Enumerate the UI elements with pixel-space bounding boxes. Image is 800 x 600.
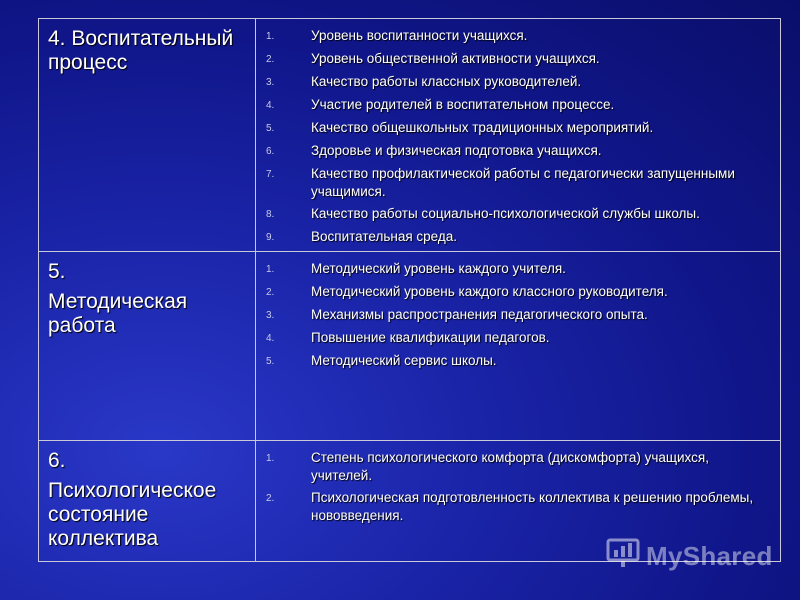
list-item [266, 260, 770, 279]
list-item [266, 96, 770, 115]
item-number: 6. [266, 146, 275, 157]
item-text: Качество работы классных руководителей. [311, 74, 582, 89]
item-text: Воспитательная среда. [311, 229, 457, 244]
item-number: 1. [266, 31, 275, 42]
item-text: Повышение квалификации педагогов. [311, 330, 550, 345]
item-number: 4. [266, 100, 275, 111]
table-row-section-5 [39, 252, 781, 441]
list-item [266, 489, 770, 525]
item-text: Методический уровень каждого классного руководителя. [311, 284, 668, 299]
section-items-cell [256, 19, 781, 252]
item-text: Уровень воспитанности учащихся. [311, 28, 528, 43]
item-text: Здоровье и физическая подготовка учащихся. [311, 143, 602, 158]
item-number: 1. [266, 264, 275, 275]
list-item [266, 27, 770, 46]
criteria-table [38, 18, 781, 562]
list-item [266, 449, 770, 485]
item-number: 2. [266, 54, 275, 65]
section-title [39, 252, 255, 338]
item-text: Качество работы социально-психологической службы школы. [311, 206, 700, 221]
item-number: 7. [266, 169, 275, 180]
list-item [266, 306, 770, 325]
list-item [266, 329, 770, 348]
item-number: 3. [266, 310, 275, 321]
item-text: Уровень общественной активности учащихся. [311, 51, 600, 66]
watermark [606, 536, 773, 577]
list-item [266, 283, 770, 302]
list-item [266, 119, 770, 138]
section-number: 5. [48, 260, 66, 283]
section-title [39, 19, 255, 75]
item-text: Методический уровень каждого учителя. [311, 261, 566, 276]
item-number: 2. [266, 287, 275, 298]
section-title-cell [39, 441, 256, 562]
item-text: Психологическая подготовленность коллектива к решению проблемы, нововведения. [311, 490, 754, 523]
list-item [266, 50, 770, 69]
section-title-cell [39, 252, 256, 441]
criteria-list [256, 19, 780, 247]
item-number: 8. [266, 209, 275, 220]
item-number: 3. [266, 77, 275, 88]
list-item [266, 205, 770, 224]
section-number: 4. [48, 27, 66, 50]
criteria-list [256, 441, 780, 525]
item-number: 1. [266, 453, 275, 464]
item-text: Методический сервис школы. [311, 353, 497, 368]
section-name: Методическая работа [48, 290, 188, 337]
watermark-text: MyShared [646, 541, 773, 571]
list-item [266, 142, 770, 161]
myshared-logo-icon [606, 536, 646, 577]
item-number: 5. [266, 356, 275, 367]
item-number: 5. [266, 123, 275, 134]
section-items-cell [256, 252, 781, 441]
section-name: Психологическое состояние коллектива [48, 479, 217, 550]
table-row-section-4 [39, 19, 781, 252]
item-text: Участие родителей в воспитательном процессе. [311, 97, 615, 112]
section-name: Воспитательный процесс [48, 27, 234, 74]
item-number: 9. [266, 232, 275, 243]
item-text: Качество профилактической работы с педагогически запущенными учащимися. [311, 166, 735, 199]
item-text: Степень психологического комфорта (дискомфорта) учащихся, учителей. [311, 450, 709, 483]
list-item [266, 228, 770, 247]
section-title [39, 441, 255, 551]
item-text: Механизмы распространения педагогического опыта. [311, 307, 648, 322]
list-item [266, 165, 770, 201]
item-number: 2. [266, 493, 275, 504]
item-number: 4. [266, 333, 275, 344]
section-number: 6. [48, 449, 66, 472]
list-item [266, 73, 770, 92]
section-title-cell [39, 19, 256, 252]
item-text: Качество общешкольных традиционных мероприятий. [311, 120, 654, 135]
list-item [266, 352, 770, 371]
criteria-list [256, 252, 780, 371]
